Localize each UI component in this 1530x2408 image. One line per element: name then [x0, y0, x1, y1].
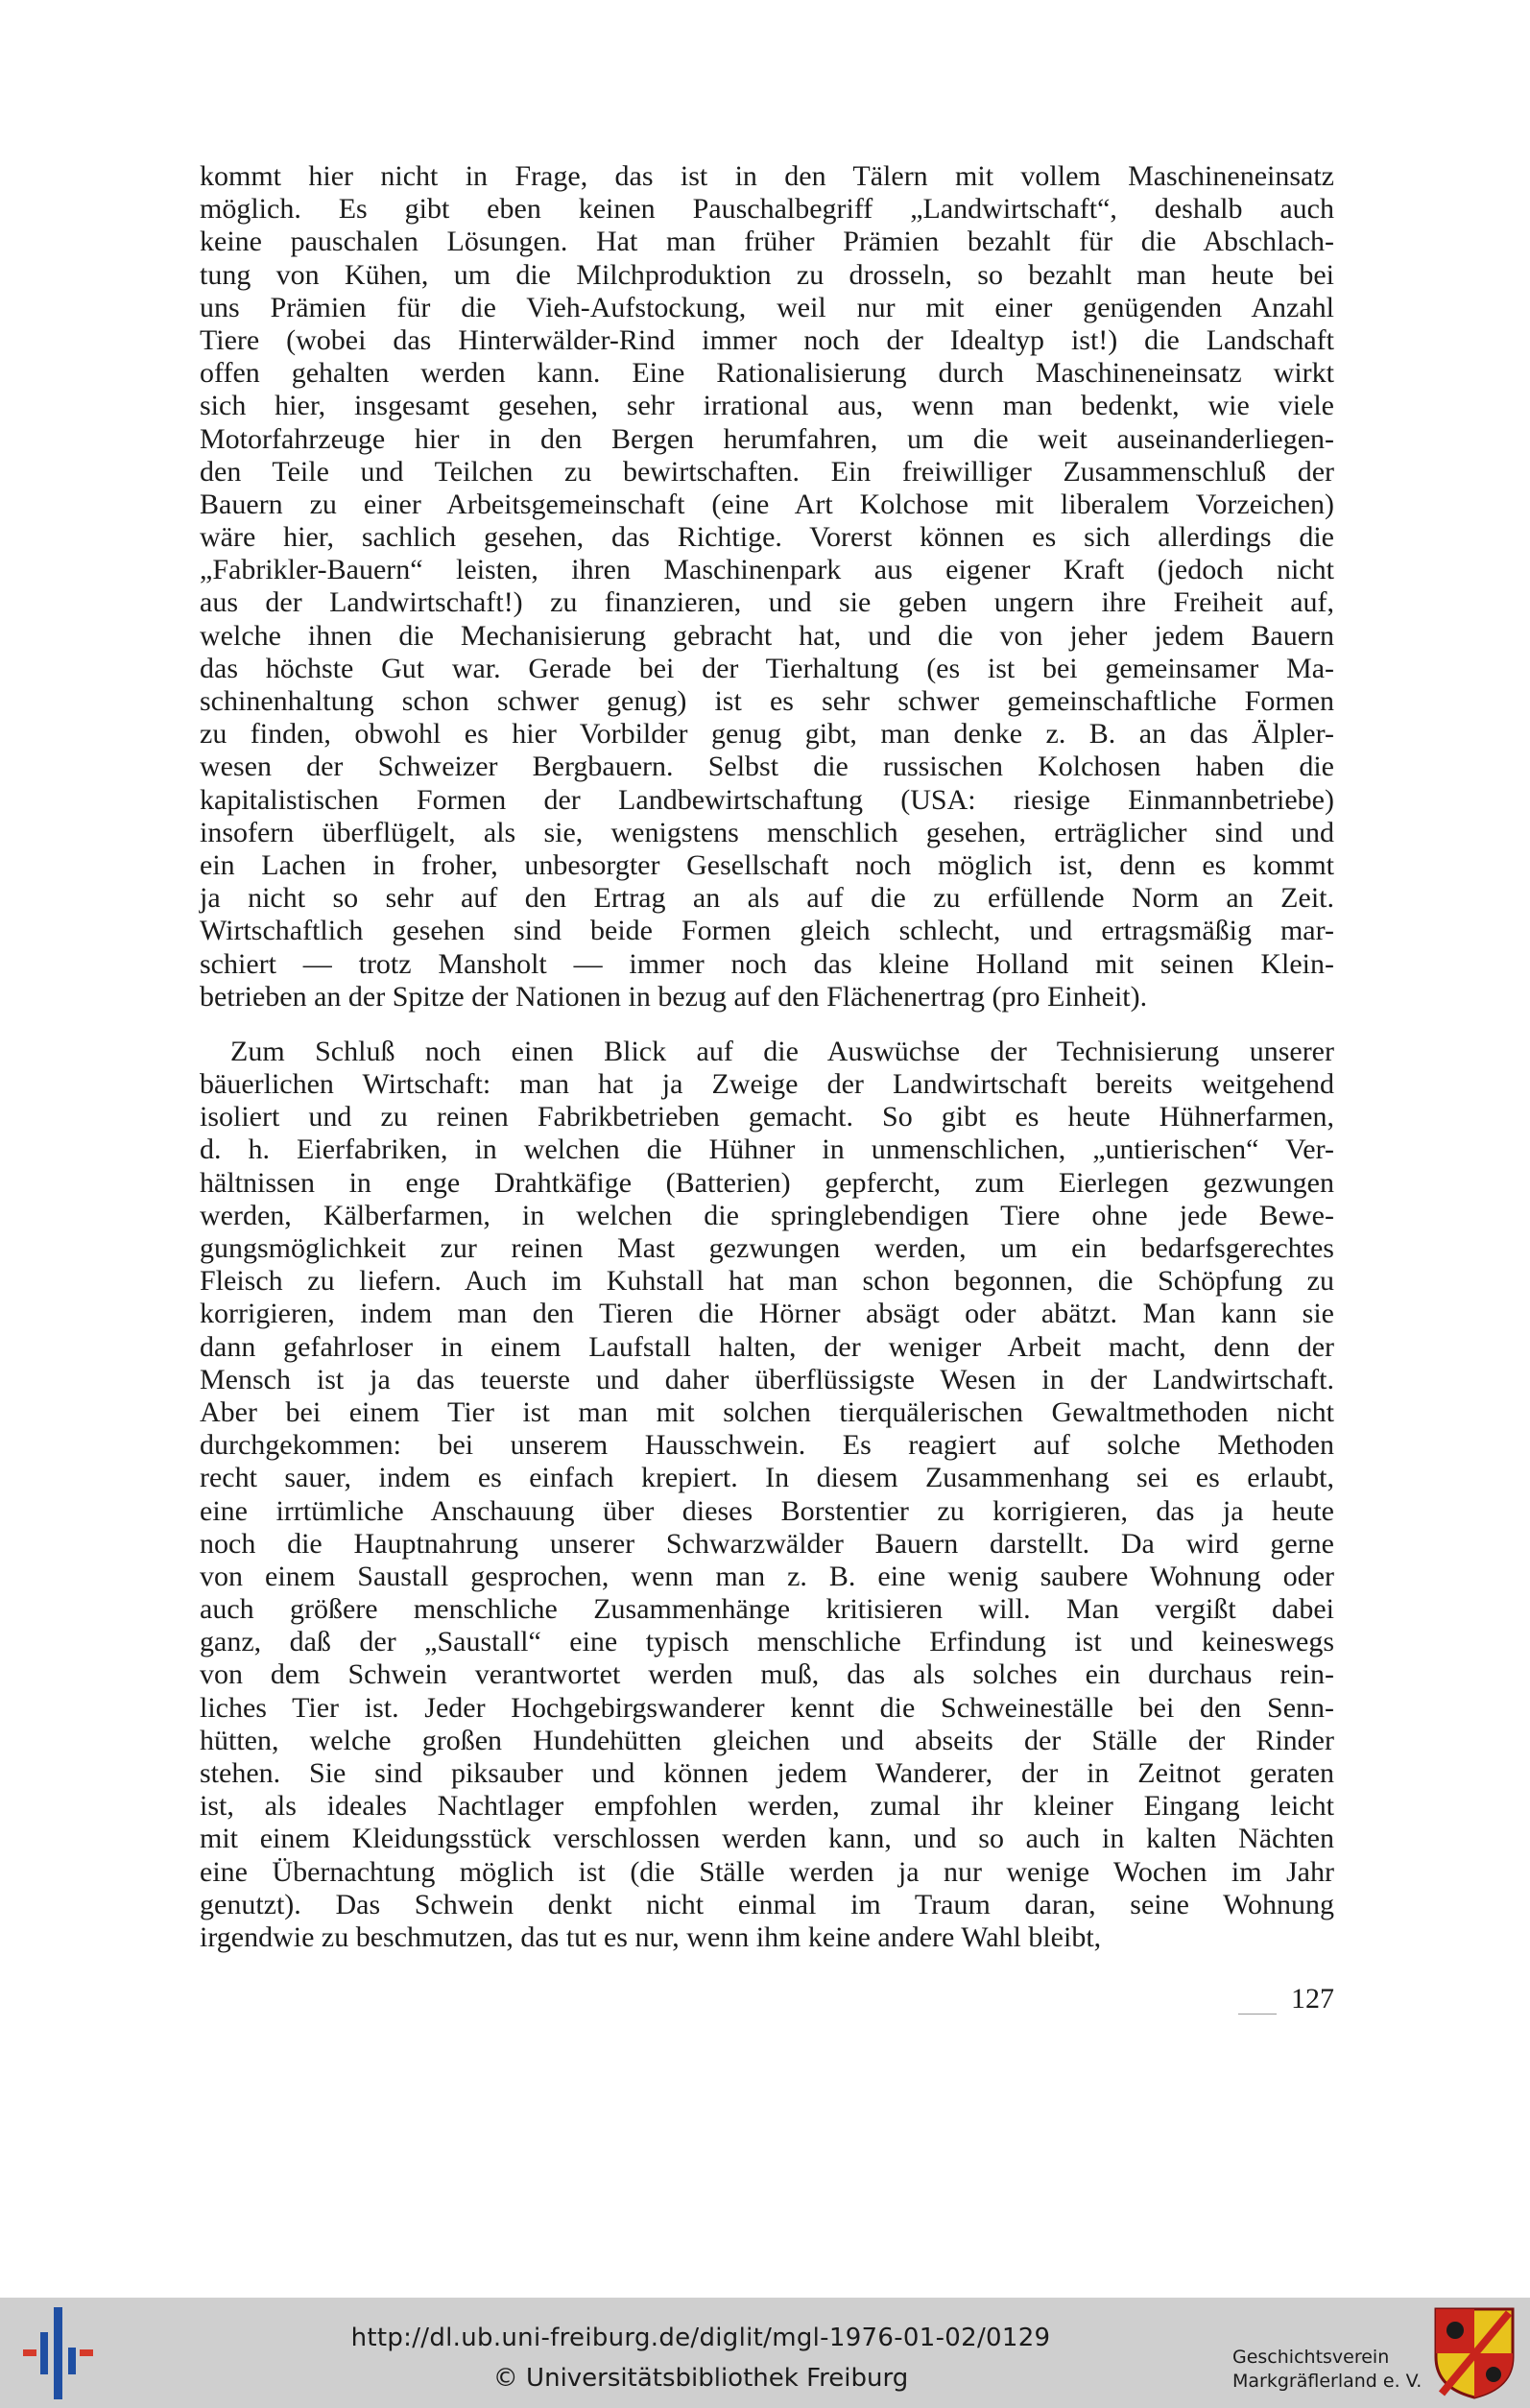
- page-number-rule: [1238, 2014, 1277, 2015]
- text-line: ist, als ideales Nachtlager empfohlen werden, zumal ihr kleiner Eingang leicht: [200, 1790, 1334, 1823]
- text-line: Fleisch zu liefern. Auch im Kuhstall hat man schon begonnen, die Schöpfung zu: [200, 1265, 1334, 1298]
- text-line: schiert — trotz Mansholt — immer noch das kleine Holland mit seinen Klein-: [200, 947, 1334, 980]
- text-line: betrieben an der Spitze der Nationen in bezug auf den Flächenertrag (pro Einheit).: [200, 980, 1148, 1013]
- text-line: insofern überflügelt, als sie, wenigstens menschlich gesehen, erträglicher sind und: [200, 816, 1334, 848]
- body-text: [200, 160, 1334, 1954]
- text-line: Tiere (wobei das Hinterwälder-Rind immer noch der Idealtyp ist!) die Landschaft: [200, 323, 1334, 356]
- text-line: mit einem Kleidungsstück verschlossen werden kann, und so auch in kalten Nächten: [200, 1823, 1334, 1855]
- text-line: Mensch ist ja das teuerste und daher überflüssigste Wesen in der Landwirtschaft.: [200, 1363, 1334, 1395]
- text-line: zu finden, obwohl es hier Vorbilder genug gibt, man denke z. B. an das Älpler-: [200, 718, 1334, 751]
- paragraph: [200, 160, 1334, 1013]
- text-line: das höchste Gut war. Gerade bei der Tierhaltung (es ist bei gemeinsamer Ma-: [200, 652, 1334, 684]
- text-line: schinenhaltung schon schwer genug) ist es sehr schwer gemeinschaftliche Formen: [200, 685, 1334, 717]
- text-line: hütten, welche großen Hundehütten gleichen und abseits der Ställe der Rinder: [200, 1724, 1334, 1756]
- text-line: ja nicht so sehr auf den Ertrag an als auf die zu erfüllende Norm an Zeit.: [200, 882, 1334, 915]
- text-line: sich hier, insgesamt gesehen, sehr irrational aus, wenn man bedenkt, wie viele: [200, 390, 1334, 422]
- text-line: durchgekommen: bei unserem Hausschwein. Es reagiert auf solche Methoden: [200, 1429, 1334, 1462]
- paragraph-gap: [200, 1013, 1334, 1036]
- text-line: ganz, daß der „Saustall“ eine typisch menschliche Erfindung ist und keineswegs: [200, 1626, 1334, 1658]
- text-line: recht sauer, indem es einfach krepiert. In diesem Zusammenhang sei es erlaubt,: [200, 1462, 1334, 1494]
- text-line: Bauern zu einer Arbeitsgemeinschaft (eine Art Kolchose mit liberalem Vorzeichen): [200, 488, 1334, 520]
- text-line: kapitalistischen Formen der Landbewirtschaftung (USA: riesige Einmannbetriebe): [200, 783, 1334, 816]
- text-line: welche ihnen die Mechanisierung gebracht hat, und die von jeher jedem Bauern: [200, 619, 1334, 652]
- text-line: kommt hier nicht in Frage, das ist in den Tälern mit vollem Maschineneinsatz: [200, 160, 1334, 192]
- text-line: Aber bei einem Tier ist man mit solchen tierquälerischen Gewaltmethoden nicht: [200, 1395, 1334, 1428]
- text-line: d. h. Eierfabriken, in welchen die Hühner in unmenschlichen, „untierischen“ Ver-: [200, 1133, 1334, 1166]
- copyright-notice: © Universitätsbibliothek Freiburg: [492, 2364, 909, 2393]
- page-number: 127: [1291, 1983, 1334, 2015]
- text-line: gungsmöglichkeit zur reinen Mast gezwungen werden, um ein bedarfsgerechtes: [200, 1232, 1334, 1264]
- paragraph: [200, 1036, 1334, 1954]
- text-line: stehen. Sie sind piksauber und können jedem Wanderer, der in Zeitnot geraten: [200, 1757, 1334, 1789]
- text-line: den Teile und Teilchen zu bewirtschaften. Ein freiwilliger Zusammenschluß der: [200, 455, 1334, 488]
- viewer-footer: [0, 2298, 1530, 2408]
- text-line: ein Lachen in froher, unbesorgter Gesellschaft noch möglich ist, denn es kommt: [200, 848, 1334, 881]
- text-line: Wirtschaftlich gesehen sind beide Formen gleich schlecht, und ertragsmäßig mar-: [200, 915, 1334, 947]
- text-line: auch größere menschliche Zusammenhänge kritisieren will. Man vergißt dabei: [200, 1593, 1334, 1626]
- text-line: irgendwie zu beschmutzen, das tut es nur, wenn ihm keine andere Wahl bleibt,: [200, 1920, 1102, 1953]
- text-line: dann gefahrloser in einem Laufstall halten, der weniger Arbeit macht, denn der: [200, 1330, 1334, 1363]
- text-line: eine irrtümliche Anschauung über dieses Borstentier zu korrigieren, das ja heute: [200, 1494, 1334, 1527]
- text-line: keine pauschalen Lösungen. Hat man früher Prämien bezahlt für die Abschlach-: [200, 226, 1334, 258]
- text-line: liches Tier ist. Jeder Hochgebirgswanderer kennt die Schweineställe bei den Senn-: [200, 1691, 1334, 1724]
- text-line: möglich. Es gibt eben keinen Pauschalbegriff „Landwirtschaft“, deshalb auch: [200, 193, 1334, 226]
- text-line: Zum Schluß noch einen Blick auf die Auswüchse der Technisierung unserer: [230, 1035, 1334, 1067]
- text-line: wäre hier, sachlich gesehen, das Richtige. Vorerst können es sich allerdings die: [200, 521, 1334, 554]
- text-line: offen gehalten werden kann. Eine Rationalisierung durch Maschineneinsatz wirkt: [200, 357, 1334, 390]
- text-line: Motorfahrzeuge hier in den Bergen herumfahren, um die weit auseinanderliegen-: [200, 422, 1334, 455]
- text-line: aus der Landwirtschaft!) zu finanzieren, und sie geben ungern ihre Freiheit auf,: [200, 586, 1334, 619]
- text-line: von dem Schwein verantwortet werden muß, das als solches ein durchaus rein-: [200, 1658, 1334, 1691]
- permalink-url[interactable]: http://dl.ub.uni-freiburg.de/diglit/mgl-1976-01-02/0129: [350, 2324, 1051, 2352]
- society-name: [1232, 2346, 1444, 2394]
- text-line: genutzt). Das Schwein denkt nicht einmal im Traum daran, seine Wohnung: [200, 1888, 1334, 1920]
- ub-freiburg-logo-icon: [19, 2305, 96, 2401]
- text-line: „Fabrikler-Bauern“ leisten, ihren Maschinenpark aus eigener Kraft (jedoch nicht: [200, 554, 1334, 586]
- text-line: hältnissen in enge Drahtkäfige (Batterien) gepfercht, zum Eierlegen gezwungen: [200, 1166, 1334, 1199]
- text-line: wesen der Schweizer Bergbauern. Selbst die russischen Kolchosen haben die: [200, 751, 1334, 783]
- text-line: von einem Saustall gesprochen, wenn man z. B. eine wenig saubere Wohnung oder: [200, 1560, 1334, 1592]
- text-line: werden, Kälberfarmen, in welchen die springlebendigen Tiere ohne jede Bewe-: [200, 1199, 1334, 1231]
- text-line: bäuerlichen Wirtschaft: man hat ja Zweige der Landwirtschaft bereits weitgehend: [200, 1068, 1334, 1101]
- society-crest-icon: [1434, 2307, 1515, 2399]
- text-line: uns Prämien für die Vieh-Aufstockung, weil nur mit einer genügenden Anzahl: [200, 291, 1334, 323]
- text-line: eine Übernachtung möglich ist (die Ställe werden ja nur wenige Wochen im Jahr: [200, 1855, 1334, 1888]
- text-line: noch die Hauptnahrung unserer Schwarzwälder Bauern darstellt. Da wird gerne: [200, 1527, 1334, 1560]
- society-name-line2: Markgräflerland e. V.: [1232, 2371, 1422, 2392]
- text-line: isoliert und zu reinen Fabrikbetrieben gemacht. So gibt es heute Hühnerfarmen,: [200, 1101, 1334, 1133]
- society-name-line1: Geschichtsverein: [1232, 2347, 1390, 2368]
- text-line: korrigieren, indem man den Tieren die Hörner absägt oder abätzt. Man kann sie: [200, 1298, 1334, 1330]
- text-line: tung von Kühen, um die Milchproduktion zu drosseln, so bezahlt man heute bei: [200, 258, 1334, 291]
